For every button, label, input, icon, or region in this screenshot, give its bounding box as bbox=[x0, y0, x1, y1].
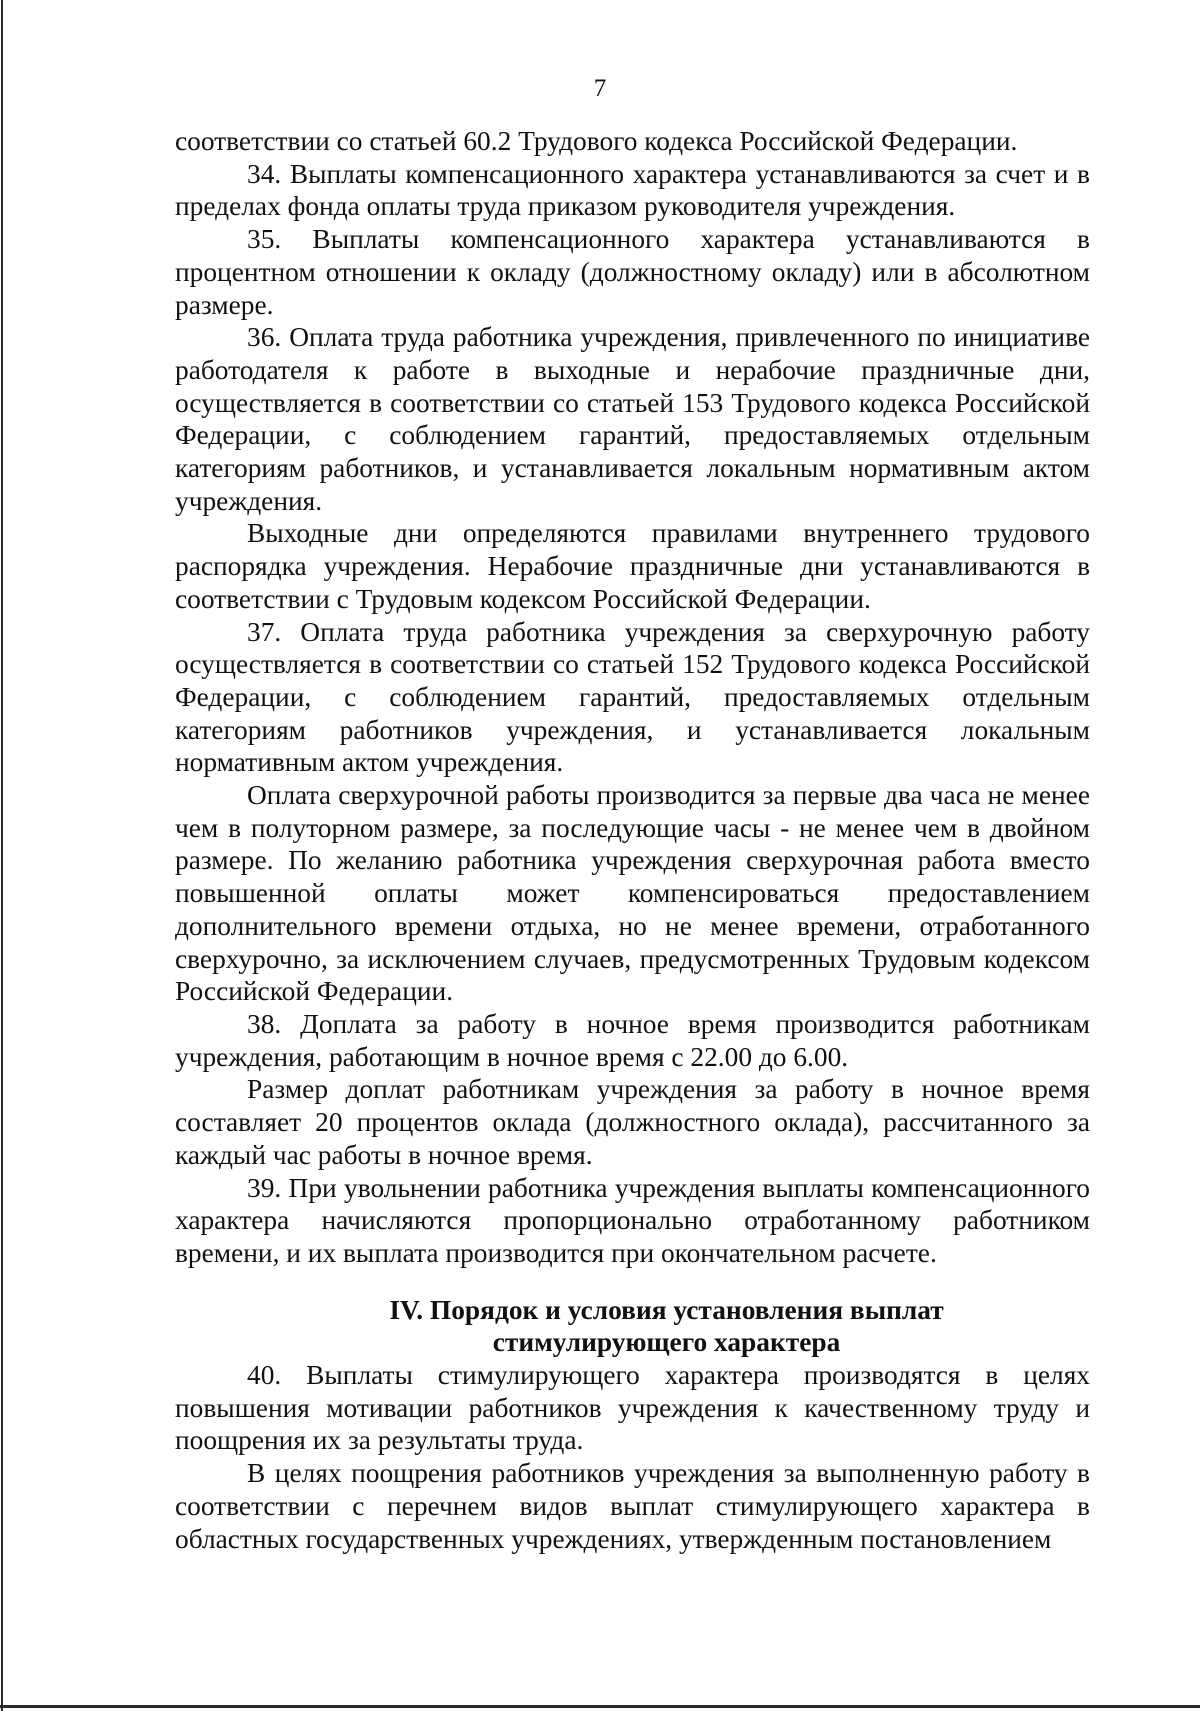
section-heading-line-2: стимулирующего характера bbox=[492, 1327, 841, 1358]
paragraph-35: 35. Выплаты компенсационного характера устанавливаются в процентном отношении к окладу (должностному окладу) или в абсолютном размере. bbox=[175, 224, 1090, 320]
scan-edge-bottom bbox=[0, 1705, 1200, 1708]
page-number: 7 bbox=[593, 75, 607, 102]
scan-edge-left bbox=[1, 0, 3, 1711]
paragraph-continuation: соответствии со статьей 60.2 Трудового кодекса Российской Федерации. bbox=[175, 126, 1018, 156]
section-heading bbox=[175, 1294, 1090, 1359]
section-heading-line-1: IV. Порядок и условия установления выплат bbox=[389, 1294, 944, 1325]
paragraph-night-pay-size: Размер доплат работникам учреждения за работу в ночное время составляет 20 процентов оклада (должностного оклада), рассчитанного за каждый час работы в ночное время. bbox=[175, 1074, 1090, 1170]
paragraph-incentive: В целях поощрения работников учреждения за выполненную работу в соответствии с перечнем видов выплат стимулирующего характера в областных государственных учреждениях, утвержденным постановлением bbox=[175, 1458, 1090, 1554]
paragraph-38: 38. Доплата за работу в ночное время производится работникам учреждения, работающим в ночное время с 22.00 до 6.00. bbox=[175, 1008, 1090, 1072]
paragraph-days-off: Выходные дни определяются правилами внутреннего трудового распорядка учреждения. Нерабочие праздничные дни устанавливаются в соответствии с Трудовым кодексом Российской Федерации. bbox=[175, 518, 1090, 614]
paragraph-34: 34. Выплаты компенсационного характера устанавливаются за счет и в пределах фонда оплаты труда приказом руководителя учреждения. bbox=[175, 158, 1090, 222]
paragraph-36: 36. Оплата труда работника учреждения, привлеченного по инициативе работодателя к работе в выходные и нерабочие праздничные дни, осуществляется в соответствии со статьей 153 Трудового кодекса Российской Федерации, с соблюдением гарантий, предоставляемых отдельным категориям работников, и устанавливается локальным нормативным актом учреждения. bbox=[175, 322, 1090, 516]
paragraph-40: 40. Выплаты стимулирующего характера производятся в целях повышения мотивации работников учреждения к качественному труду и поощрения их за результаты труда. bbox=[175, 1360, 1090, 1456]
paragraph-overtime-pay: Оплата сверхурочной работы производится за первые два часа не менее чем в полуторном размере, за последующие часы - не менее чем в двойном размере. По желанию работника учреждения сверхурочная работа вместо повышенной оплаты может компенсироваться предоставлением дополнительного времени отдыха, но не менее времени, отработанного сверхурочно, за исключением случаев, предусмотренных Трудовым кодексом Российской Федерации. bbox=[175, 780, 1090, 1007]
document-body bbox=[175, 125, 1090, 1555]
paragraph-37: 37. Оплата труда работника учреждения за сверхурочную работу осуществляется в соответствии со статьей 152 Трудового кодекса Российской Федерации, с соблюдением гарантий, предоставляемых отдельным категориям работников учреждения, и устанавливается локальным нормативным актом учреждения. bbox=[175, 616, 1090, 778]
paragraph-39: 39. При увольнении работника учреждения выплаты компенсационного характера начисляются пропорционально отработанному работником времени, и их выплата производится при окончательном расчете. bbox=[175, 1172, 1090, 1268]
